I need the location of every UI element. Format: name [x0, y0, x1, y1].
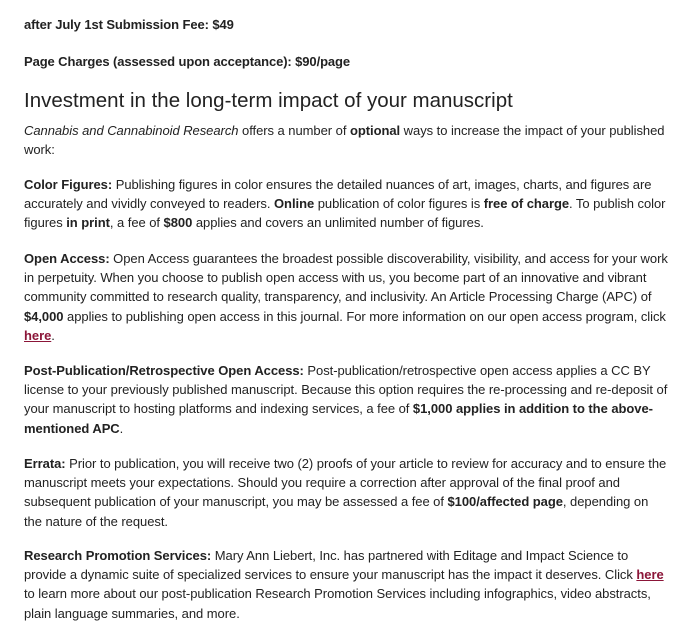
color-figures-online: Online	[274, 196, 315, 212]
page-charges: Page Charges (assessed upon acceptance): $90/page	[24, 54, 351, 69]
color-figures-text-4: , a fee of	[109, 215, 164, 231]
color-figures-in-print: in print	[66, 215, 110, 231]
open-access-paragraph	[24, 249, 669, 345]
open-access-here-link[interactable]: here	[24, 327, 52, 343]
errata-paragraph	[24, 454, 669, 531]
post-publication-text-1: Post-publication/retrospective open access applies a CC BY license to your previously published manuscript. Because this option requires the re-processing and re-deposit of your manuscript to hosting platforms and indexing services, a fee of	[24, 363, 668, 417]
post-publication-fee: $1,000 applies in addition to the above-mentioned APC	[24, 401, 653, 436]
late-submission-fee: after July 1st Submission Fee: $49	[24, 17, 234, 32]
open-access-fee: $4,000	[24, 308, 64, 324]
promotion-text-2: to learn more about our post-publication Research Promotion Services including infographics, video abstracts, plain language summaries, and more.	[24, 586, 651, 621]
intro-text-b: ways to increase the impact of your published work:	[24, 123, 665, 158]
color-figures-paragraph	[24, 175, 669, 233]
intro-optional: optional	[349, 123, 401, 138]
post-publication-text-2: .	[119, 420, 124, 436]
post-publication-title: Post-Publication/Retrospective Open Access:	[24, 363, 304, 378]
promotion-title: Research Promotion Services:	[24, 548, 212, 563]
errata-title: Errata:	[24, 456, 66, 471]
errata-fee: $100/affected page	[447, 494, 563, 510]
open-access-title: Open Access:	[24, 251, 110, 266]
errata-text-1: Prior to publication, you will receive two (2) proofs of your article to review for accuracy and to ensure the manuscript meets your expectations. Should you require a correction after approval of the final proof and subsequent publication of your manuscript, you may be assessed a fee of	[24, 456, 667, 510]
open-access-text-2: applies to publishing open access in this journal. For more information on our open access program, click	[63, 308, 666, 324]
post-publication-paragraph	[24, 361, 669, 438]
color-figures-fee: $800	[163, 215, 193, 231]
intro-text-a: offers a number of	[238, 123, 350, 138]
open-access-text-3: .	[51, 327, 55, 343]
journal-name: Cannabis and Cannabinoid Research	[24, 123, 239, 138]
intro-paragraph	[24, 121, 669, 159]
color-figures-text-1: Publishing figures in color ensures the detailed nuances of art, images, charts, and figures are accurately and vividly conveyed to readers.	[24, 177, 652, 212]
color-figures-free: free of charge	[483, 196, 570, 212]
color-figures-text-5: applies and covers an unlimited number of figures.	[192, 215, 484, 231]
errata-text-2: , depending on the nature of the request.	[24, 494, 649, 529]
open-access-text-1: Open Access guarantees the broadest possible discoverability, visibility, and access for your work in perpetuity. When you choose to publish open access with us, you become part of an innovative and vibrant community committed to research quality, transparency, and inclusivity. An Article Processing Charge (APC) of	[24, 251, 668, 305]
color-figures-text-3: . To publish color figures	[24, 196, 666, 231]
promotion-here-link[interactable]: here	[636, 567, 664, 583]
promotion-paragraph	[24, 546, 669, 623]
color-figures-text-2: publication of color figures is	[314, 196, 484, 212]
color-figures-title: Color Figures:	[24, 177, 113, 192]
promotion-text-1: Mary Ann Liebert, Inc. has partnered with Editage and Impact Science to provide a dynamic suite of specialized services to ensure your manuscript has the impact it deserves. Click	[24, 548, 637, 583]
section-heading: Investment in the long-term impact of your manuscript	[24, 89, 513, 112]
